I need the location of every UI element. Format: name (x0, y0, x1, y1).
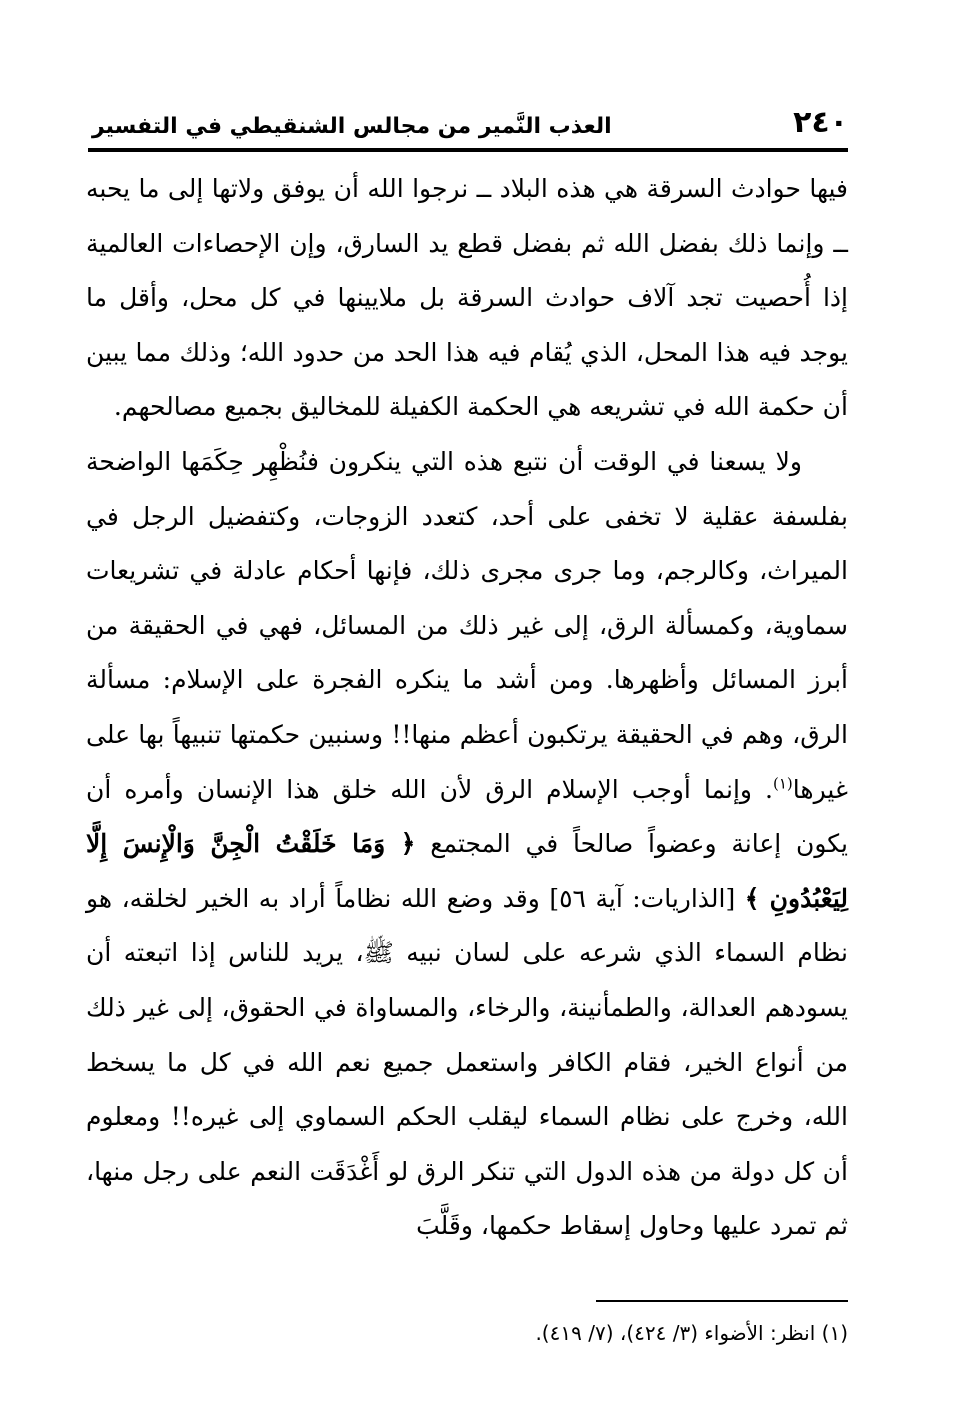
paragraph-text: ولا يسعنا في الوقت أن نتبع هذه التي ينكرون فنُظْهِر حِكَمَها الواضحة بفلسفة عقلية لا تخفى على أحد، كتعدد الزوجات، وكتفضيل الرجل في الميراث، وكالرجم، وما جرى مجرى ذلك، فإنها أحكام عادلة في تشريعات سماوية، وكمسألة الرق، إلى غير ذلك من المسائل، فهي في الحقيقة من أبرز المسائل وأظهرها. ومن أشد ما ينكره الفجرة على الإسلام: مسألة الرق، وهم في الحقيقة يرتكبون أعظم منها!! وسنبين حكمتها تنبيهاً بها على غيرها (86, 446, 848, 804)
footnote: (١) انظر: الأضواء (٣/ ٤٢٤)، (٧/ ٤١٩). (535, 1321, 848, 1345)
quran-verse: ﴿ وَمَا خَلَقْتُ الْجِنَّ وَالْإِنسَ إِلَّا لِيَعْبُدُونِ ﴾ (86, 829, 848, 913)
header-rule (88, 148, 848, 152)
paragraph: فيها حوادث السرقة هي هذه البلاد ــ نرجوا الله أن يوفق ولاتها إلى ما يحبه ــ وإنما ذلك بفضل الله ثم بفضل قطع يد السارق، وإن الإحصاءات العالمية إذا أُحصيت تجد آلاف حوادث السرقة بل ملايينها في كل محل، وأقل ما يوجد فيه هذا المحل، الذي يُقام فيه هذا الحد من حدود الله؛ وذلك مما يبين أن حكمة الله في تشريعه هي الحكمة الكفيلة للمخاليق بجميع مصالحهم. (86, 174, 848, 422)
paragraph (86, 435, 848, 1254)
footnote-reference[interactable]: (١) (773, 774, 793, 793)
paragraph-text: . وإنما أوجب الإسلام الرق لأن الله خلق هذا الإنسان وأمره أن يكون إعانة وعضواً صالحاً في المجتمع (86, 774, 848, 859)
footnote-rule (596, 1300, 848, 1302)
page-number: ٢٤٠ (793, 105, 848, 140)
paragraph-text: [الذاريات: آية ٥٦] وقد وضع الله نظاماً أراد به الخير لخلقه، هو نظام السماء الذي شرعه على لسان نبيه ﷺ، يريد للناس إذا اتبعته أن يسودهم العدالة، والطمأنينة، والرخاء، والمساواة في الحقوق، إلى غير ذلك من أنواع الخير، فقام الكافر واستعمل جميع نعم الله في كل ما يسخط الله، وخرج على نظام السماء ليقلب الحكم السماوي إلى غيره!! ومعلوم أن كل دولة من هذه الدول التي تنكر الرق لو أَغْدَقَت النعم على رجل منها، ثم تمرد عليها وحاول إسقاط حكمها، وقَلَّبَ (86, 883, 848, 1241)
running-title: العذب النَّمير من مجالس الشنقيطي في التفسير (92, 114, 612, 139)
page-header (88, 100, 848, 146)
body-text (86, 162, 848, 1254)
